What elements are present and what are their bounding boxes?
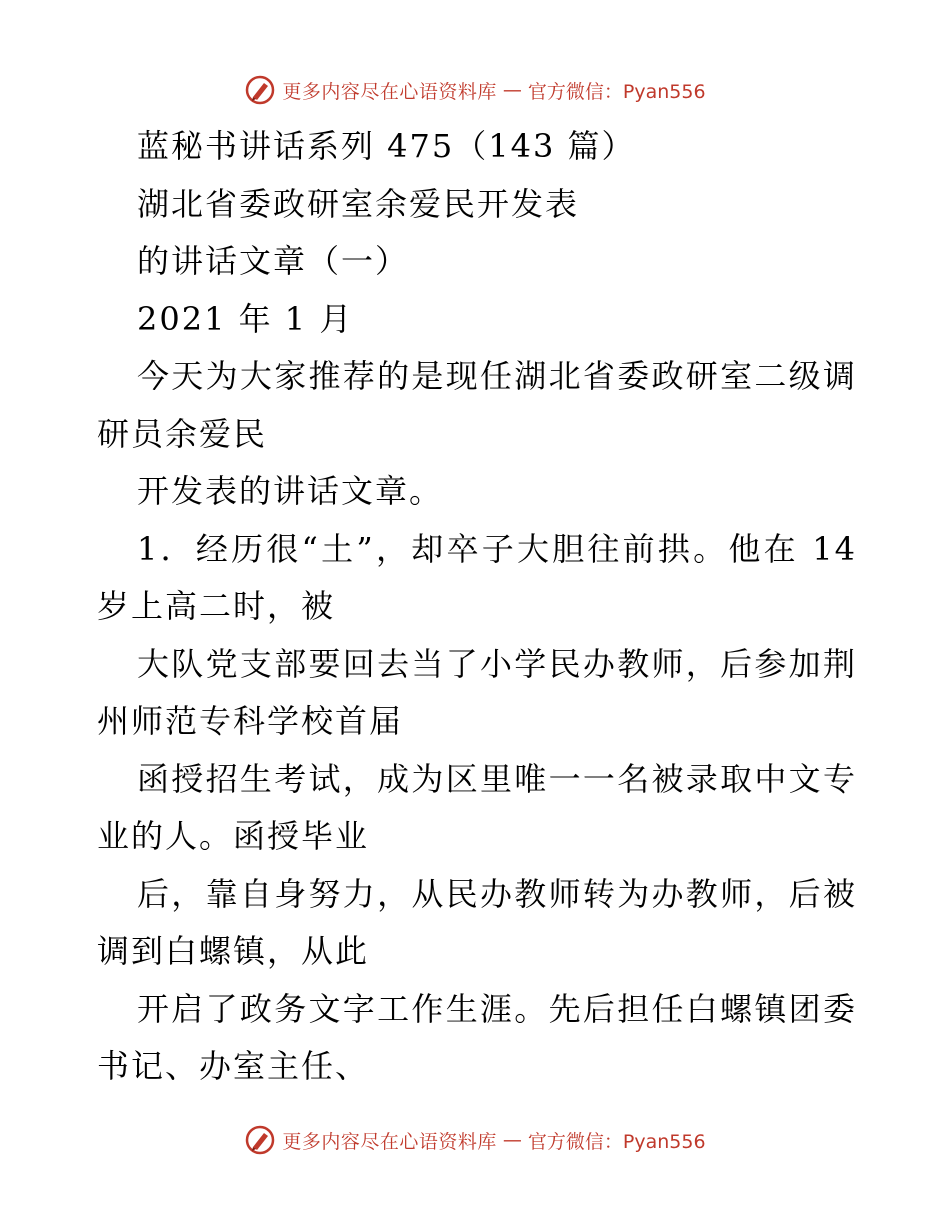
document-body bbox=[97, 118, 857, 1096]
paragraph-line: 函授招生考试，成为区里唯一一名被录取中文专 bbox=[137, 759, 857, 798]
header-banner bbox=[0, 70, 950, 110]
pen-logo-icon bbox=[244, 74, 276, 106]
doc-date-line: 2021 年 1 月 bbox=[137, 299, 354, 338]
paragraph-line: 开发表的讲话文章。 bbox=[137, 472, 444, 510]
pen-logo-icon bbox=[244, 1124, 276, 1156]
doc-title-line: 的讲话文章（一） bbox=[137, 242, 410, 280]
doc-title-line: 蓝秘书讲话系列 475（143 篇） bbox=[137, 127, 636, 165]
paragraph-line: 业的人。函授毕业 bbox=[97, 817, 370, 855]
footer-banner bbox=[0, 1120, 950, 1160]
paragraph-line: 研员余爱民 bbox=[97, 414, 268, 453]
banner-wechat: 官方微信：Pyan556 bbox=[527, 80, 706, 103]
doc-title-line: 湖北省委政研室余爱民开发表 bbox=[137, 184, 580, 223]
paragraph-line: 大队党支部要回去当了小学民办教师，后参加荆 bbox=[137, 644, 857, 683]
paragraph-line: 1．经历很“土”，却卒子大胆往前拱。他在 14 bbox=[137, 529, 857, 568]
paragraph-line: 今天为大家推荐的是现任湖北省委政研室二级调 bbox=[137, 357, 857, 395]
paragraph-line: 后，靠自身努力，从民办教师转为办教师，后被 bbox=[137, 874, 857, 913]
paragraph-line: 书记、办室主任、 bbox=[97, 1047, 370, 1085]
banner-separator: — bbox=[502, 79, 522, 101]
paragraph-line: 岁上高二时，被 bbox=[97, 587, 336, 625]
paragraph-line: 州师范专科学校首届 bbox=[97, 702, 404, 740]
paragraph-line: 开启了政务文字工作生涯。先后担任白螺镇团委 bbox=[137, 989, 857, 1028]
banner-wechat: 官方微信：Pyan556 bbox=[527, 1130, 706, 1153]
banner-separator: — bbox=[502, 1129, 522, 1151]
banner-text: 更多内容尽在心语资料库 bbox=[282, 1130, 497, 1153]
banner-text: 更多内容尽在心语资料库 bbox=[282, 80, 497, 103]
paragraph-line: 调到白螺镇，从此 bbox=[97, 932, 370, 970]
